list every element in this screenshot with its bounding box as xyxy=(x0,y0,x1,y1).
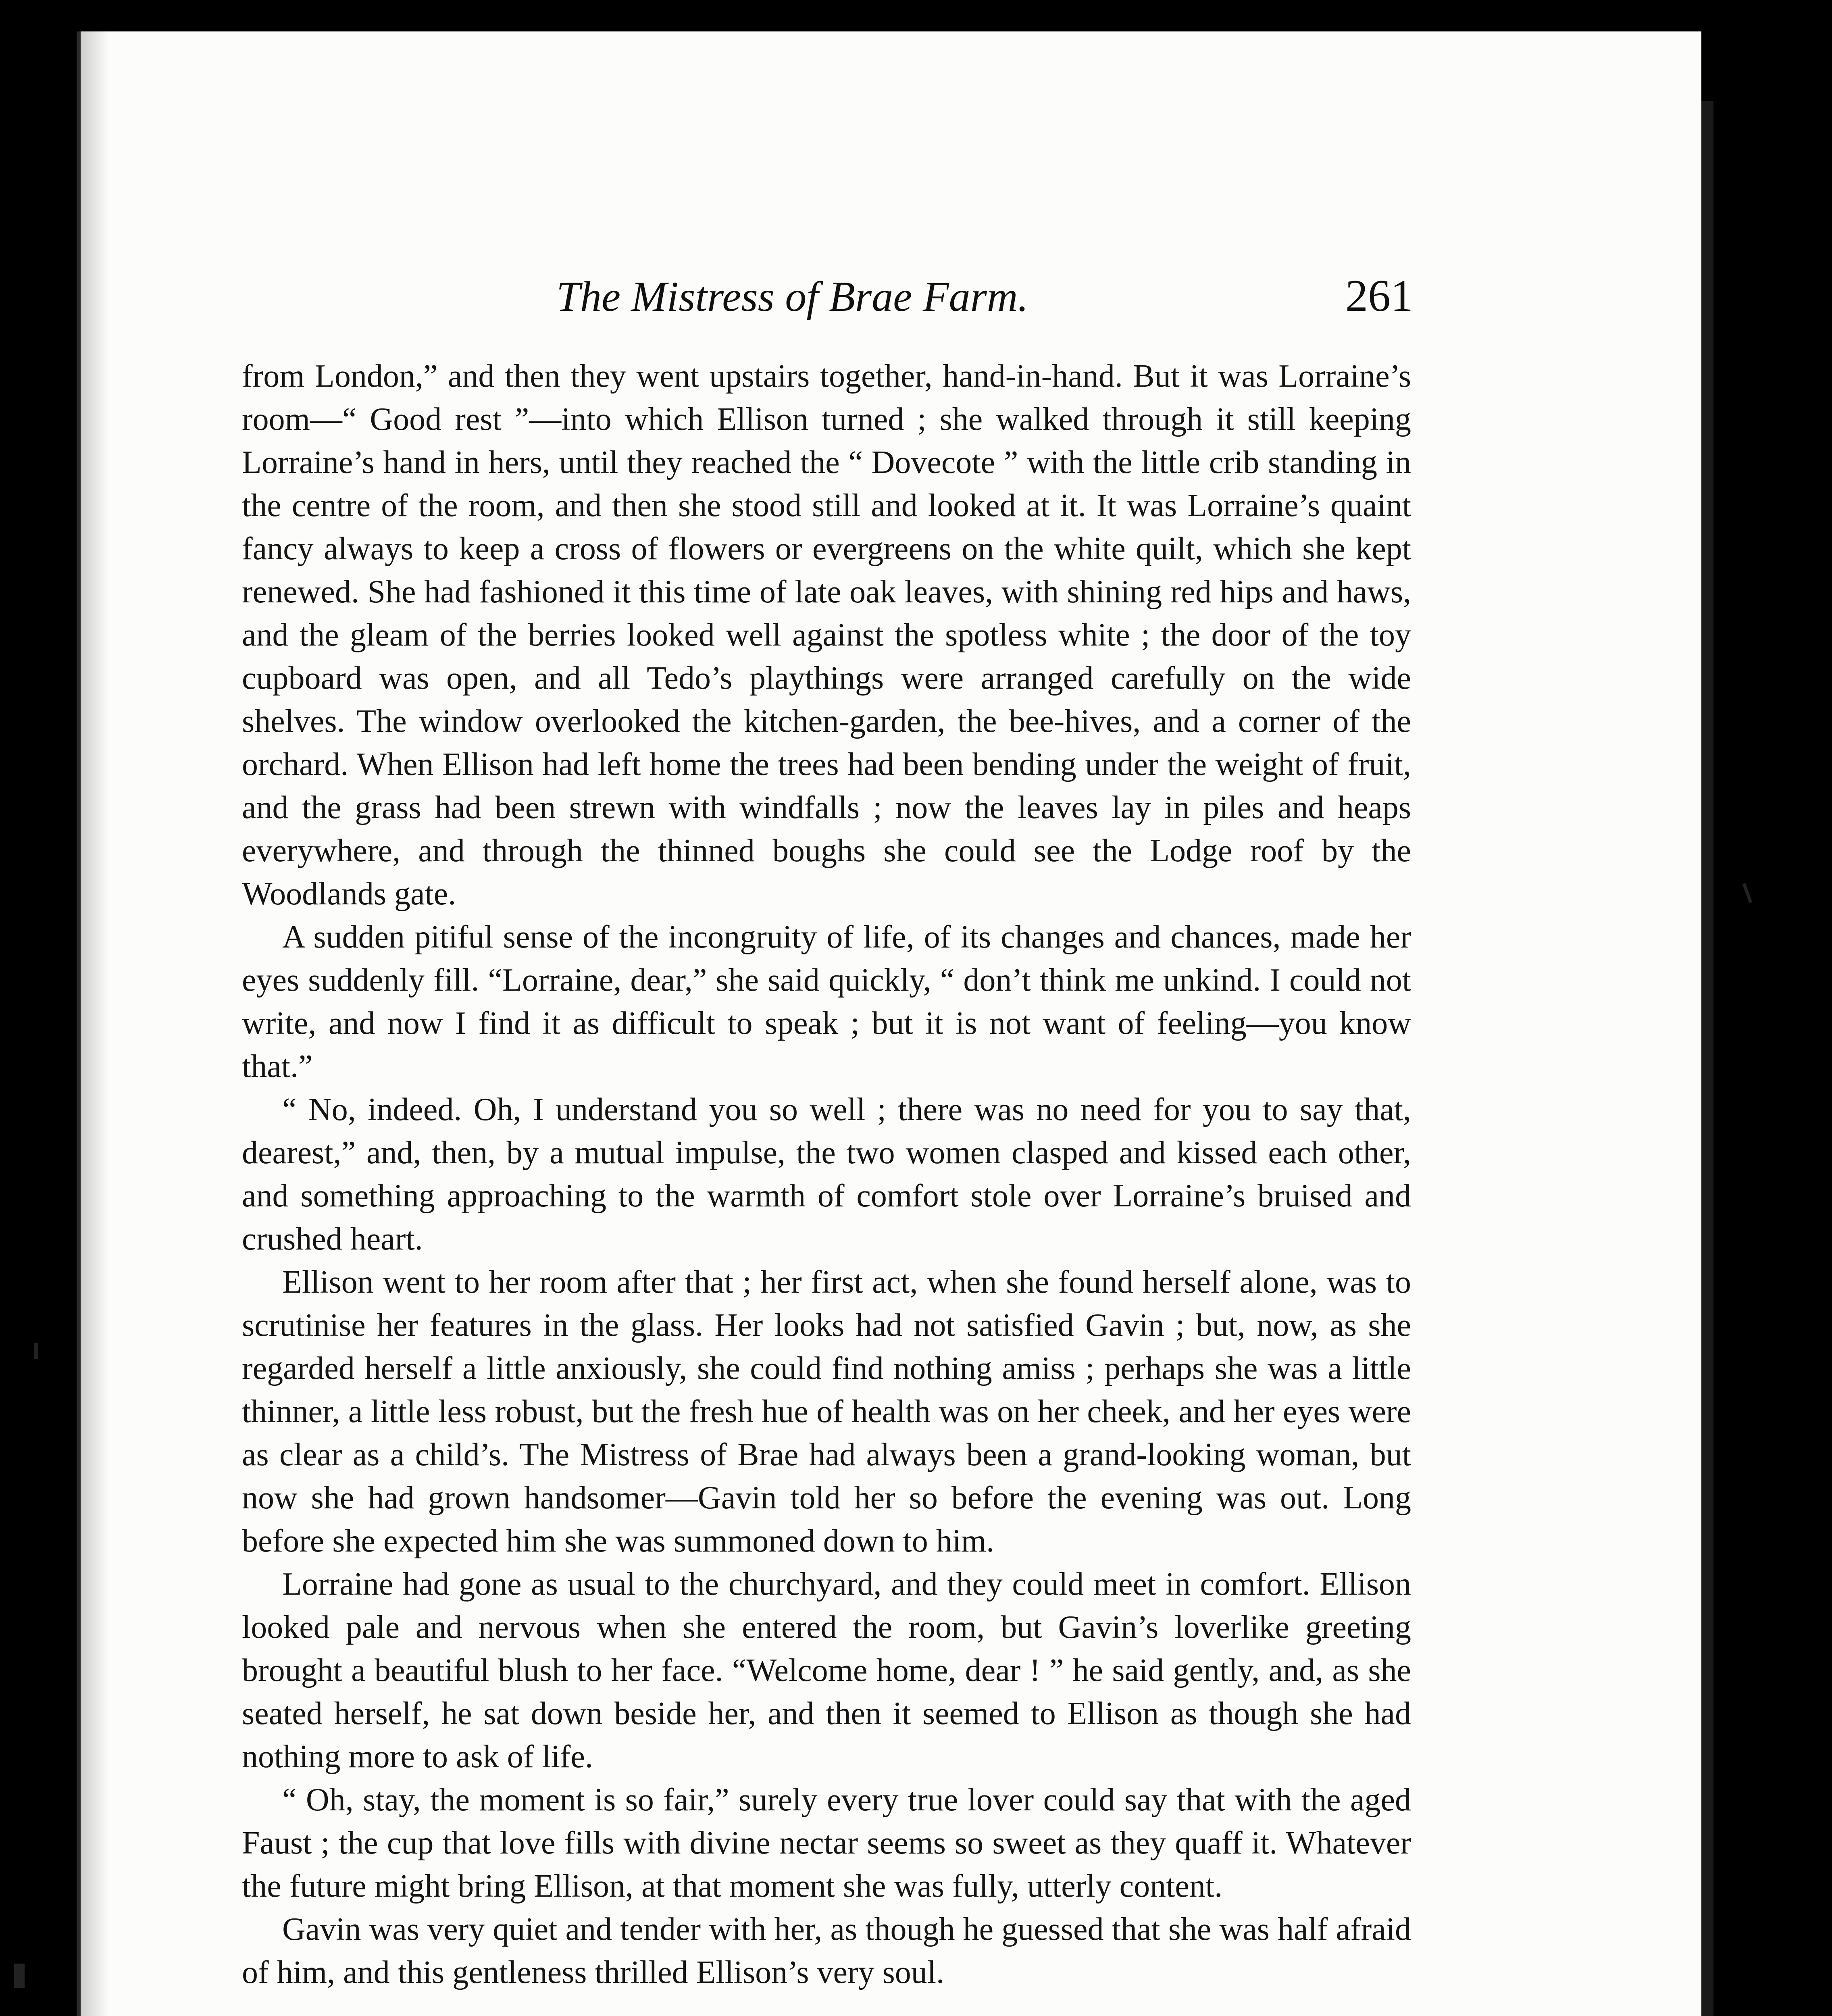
scan-speck xyxy=(14,1964,25,1988)
scan-speck xyxy=(1742,883,1753,903)
paragraph: “ Oh, stay, the moment is so fair,” surely every true lover could say that with the aged Faust ; the cup that love fills with divine nectar seems so sweet as they quaff it. Whatever the future might bring Ellison, at that moment she was fully, utterly content. xyxy=(242,1782,1411,1904)
paragraph: “ No, indeed. Oh, I understand you so well ; there was no need for you to say that, dearest,” and, then, by a mutual impulse, the two women clasped and kissed each other, and something approaching to the warmth of comfort stole over Lorraine’s bruised and crushed heart. xyxy=(242,1092,1411,1257)
paragraph: Lorraine had gone as usual to the churchyard, and they could meet in comfort. Ellison looked pale and nervous when she entered the room, but Gavin’s loverlike greeting brought a beautiful blush to her face. “Welcome home, dear ! ” he said gently, and, as she seated herself, he sat down beside her, and then it seemed to Ellison as though she had nothing more to ask of life. xyxy=(242,1566,1411,1774)
paragraph: Ellison went to her room after that ; her first act, when she found herself alone, was to scrutinise her features in the glass. Her looks had not satisfied Gavin ; but, now, as she regarded herself a little anxiously, she could find nothing amiss ; perhaps she was a little thinner, a little less robust, but the fresh hue of health was on her cheek, and her eyes were as clear as a child’s. The Mistress of Brae had always been a grand-looking woman, but now she had grown handsomer—Gavin told her so before the evening was out. Long before she expected him she was summoned down to him. xyxy=(242,1264,1411,1559)
binding-shadow xyxy=(81,31,109,2016)
scan-speck xyxy=(34,1343,38,1359)
running-title: The Mistress of Brae Farm. xyxy=(556,273,1028,320)
body-text xyxy=(242,355,1411,1994)
page-number: 261 xyxy=(1345,271,1413,321)
paragraph: from London,” and then they went upstairs together, hand-in-hand. But it was Lorraine’s room—“ Good rest ”—into which Ellison turned ; she walked through it still keeping Lorraine’s hand in hers, until they reached the “ Dovecote ” with the little crib standing in the centre of the room, and then she stood still and looked at it. It was Lorraine’s quaint fancy always to keep a cross of flowers or evergreens on the white quilt, which she kept renewed. She had fashioned it this time of late oak leaves, with shining red hips and haws, and the gleam of the berries looked well against the spotless white ; the door of the toy cupboard was open, and all Tedo’s playthings were arranged carefully on the wide shelves. The window overlooked the kitchen-garden, the bee-hives, and a corner of the orchard. When Ellison had left home the trees had been bending under the weight of fruit, and the grass had been strewn with windfalls ; now the leaves lay in piles and heaps everywhere, and through the thinned boughs she could see the Lodge roof by the Woodlands gate. xyxy=(242,358,1411,912)
paragraph: A sudden pitiful sense of the incongruity of life, of its changes and chances, made her eyes suddenly fill. “Lorraine, dear,” she said quickly, “ don’t think me unkind. I could not write, and now I find it as difficult to speak ; but it is not want of feeling—you know that.” xyxy=(242,919,1411,1084)
adjacent-page-edge xyxy=(1701,101,1713,2016)
paragraph: Gavin was very quiet and tender with her, as though he guessed that she was half afraid of him, and this gentleness thrilled Ellison’s very soul. xyxy=(242,1912,1411,1990)
